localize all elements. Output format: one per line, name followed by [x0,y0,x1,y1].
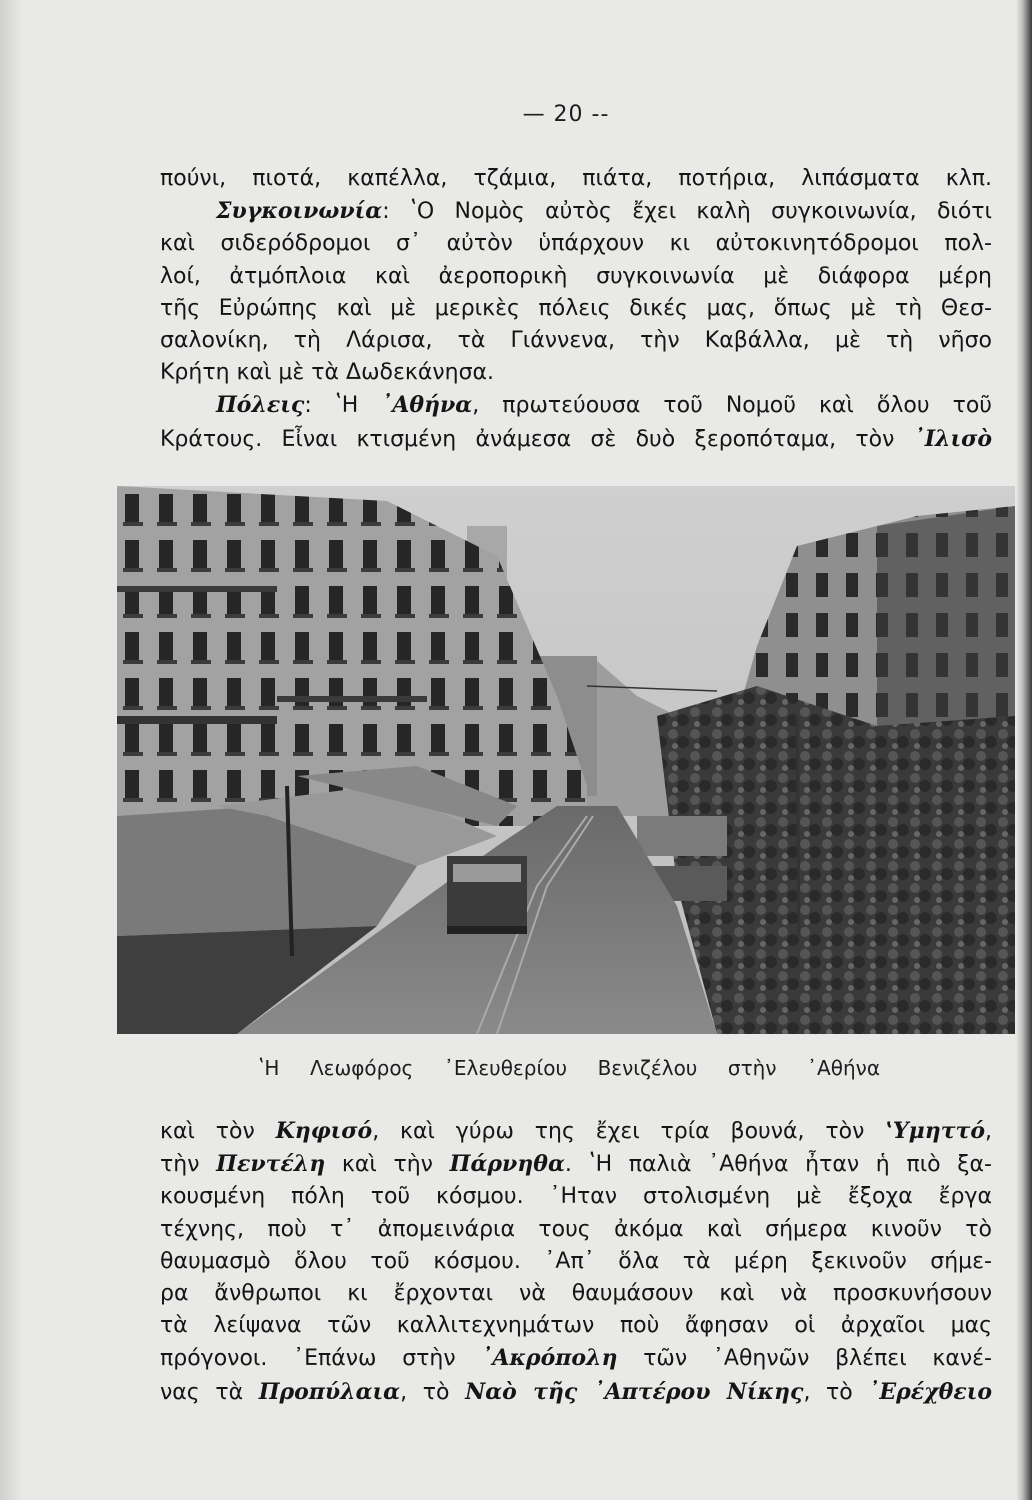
photo-caption: ʽΗ Λεωφόρος ᾽Ελευθερίου Βενιζέλου στὴν ᾽Αθήνα [258,1056,880,1080]
text-run: καὶ τὴν [325,1152,450,1178]
text-line [160,163,992,195]
text-line [160,228,992,260]
text-run: ρα ἄνθρωποι κι ἔρχονται νὰ θαυμάσουν καὶ νὰ προσκυνήσουν [160,1281,992,1307]
text-line [160,1376,992,1409]
text-line [160,423,992,456]
text-run: πρόγονοι. ᾽Επάνω στὴν [160,1346,482,1372]
text-line [160,1278,992,1310]
text-line [160,1246,992,1278]
text-line [160,325,992,357]
emphasized-term: Πάρνηθα [449,1151,565,1178]
text-line [160,1115,992,1148]
text-run: . ʽΗ παλιὰ ᾽Αθήνα ἦταν ἡ πιὸ ξα- [564,1152,992,1178]
street-photo [117,486,1015,1034]
text-run: καὶ σιδερόδρομοι σ᾽ αὐτὸν ὑπάρχουν κι αὐτοκινητόδρομοι πολ- [160,231,992,257]
text-run: , τὸ [803,1379,869,1405]
emphasized-term: ᾽Ιλισὸ [913,425,992,452]
text-line [160,1214,992,1246]
text-run: τὰ λείψανα τῶν καλλιτεχνημάτων ποὺ ἄφησαν οἱ ἀρχαῖοι μας [160,1313,992,1339]
text-run: , καὶ γύρω της ἔχει τρία βουνά, τὸν [372,1119,886,1144]
text-run: θαυμασμὸ ὅλου τοῦ κόσμου. ᾽Απ᾽ ὅλα τὰ μέρη ξεκινοῦν σήμε- [160,1248,992,1274]
text-line [160,1148,992,1181]
text-run: τέχνης, ποὺ τ᾽ ἀπομεινάρια τους ἀκόμα καὶ σήμερα κινοῦν τὸ [160,1216,992,1242]
emphasized-term: ᾽Ακρόπολη [481,1345,618,1372]
emphasized-term: ʽΥμηττό [885,1118,985,1144]
emphasized-term: Συγκοινωνία [216,198,383,225]
text-line [160,1181,992,1213]
text-run: : ʽΟ Νομὸς αὐτὸς ἔχει καλὴ συγκοινωνία, διότι [382,199,992,225]
text-run: πούνι, πιοτά, καπέλλα, τζάμια, πιάτα, ποτήρια, λιπάσματα κλπ. [160,166,992,191]
text-run: , τὸ [400,1379,466,1405]
text-line [160,389,992,422]
emphasized-term: Πεντέλη [216,1151,326,1178]
text-run: τὴν [160,1152,217,1178]
emphasized-term: Κηφισό [275,1118,373,1144]
text-line [160,261,992,293]
text-run: , [985,1119,992,1144]
text-run: Κράτους. Εἶναι κτισμένη ἀνάμεσα σὲ δυὸ ξεροπόταμα, τὸν [160,426,914,452]
text-run: Κρήτη καὶ μὲ τὰ Δωδεκάνησα. [160,360,495,386]
emphasized-term: Προπύλαια [258,1378,401,1405]
text-run: κουσμένη πόλη τοῦ κόσμου. ᾽Ηταν στολισμένη μὲ ἔξοχα ἔργα [160,1184,992,1210]
text-line [160,293,992,325]
text-run: καὶ τὸν [160,1119,276,1144]
text-run: τῆς Εὐρώπης καὶ μὲ μερικὲς πόλεις δικές μας, ὅπως μὲ τὴ Θεσ- [160,295,992,321]
text-line [160,1310,992,1342]
text-run: : ʽΗ [304,393,382,419]
text-run: νας τὰ [160,1379,259,1405]
emphasized-term: ᾽Αθήνα [381,392,473,419]
text-run: , πρωτεύουσα τοῦ Νομοῦ καὶ ὅλου τοῦ [472,393,993,419]
emphasized-term: ᾽Ερέχθειο [868,1378,993,1405]
text-line [160,195,992,228]
text-line [160,1342,992,1375]
text-run: σαλονίκη, τὴ Λάρισα, τὰ Γιάννενα, τὴν Καβάλλα, μὲ τὴ νῆσο [160,328,992,354]
emphasized-term: Ναὸ τῆς ᾽Απτέρου Νίκης [465,1378,804,1405]
text-run: λοί, ἀτμόπλοια καὶ ἀεροπορικὴ συγκοινωνία μὲ διάφορα μέρη [160,263,992,289]
emphasized-term: Πόλεις [216,392,305,419]
top-paragraph [160,163,992,456]
text-run: τῶν ᾽Αθηνῶν βλέπει κανέ- [617,1346,992,1372]
bottom-paragraph [160,1115,992,1409]
text-line [160,357,992,389]
page-number: — 20 -- [522,102,610,127]
